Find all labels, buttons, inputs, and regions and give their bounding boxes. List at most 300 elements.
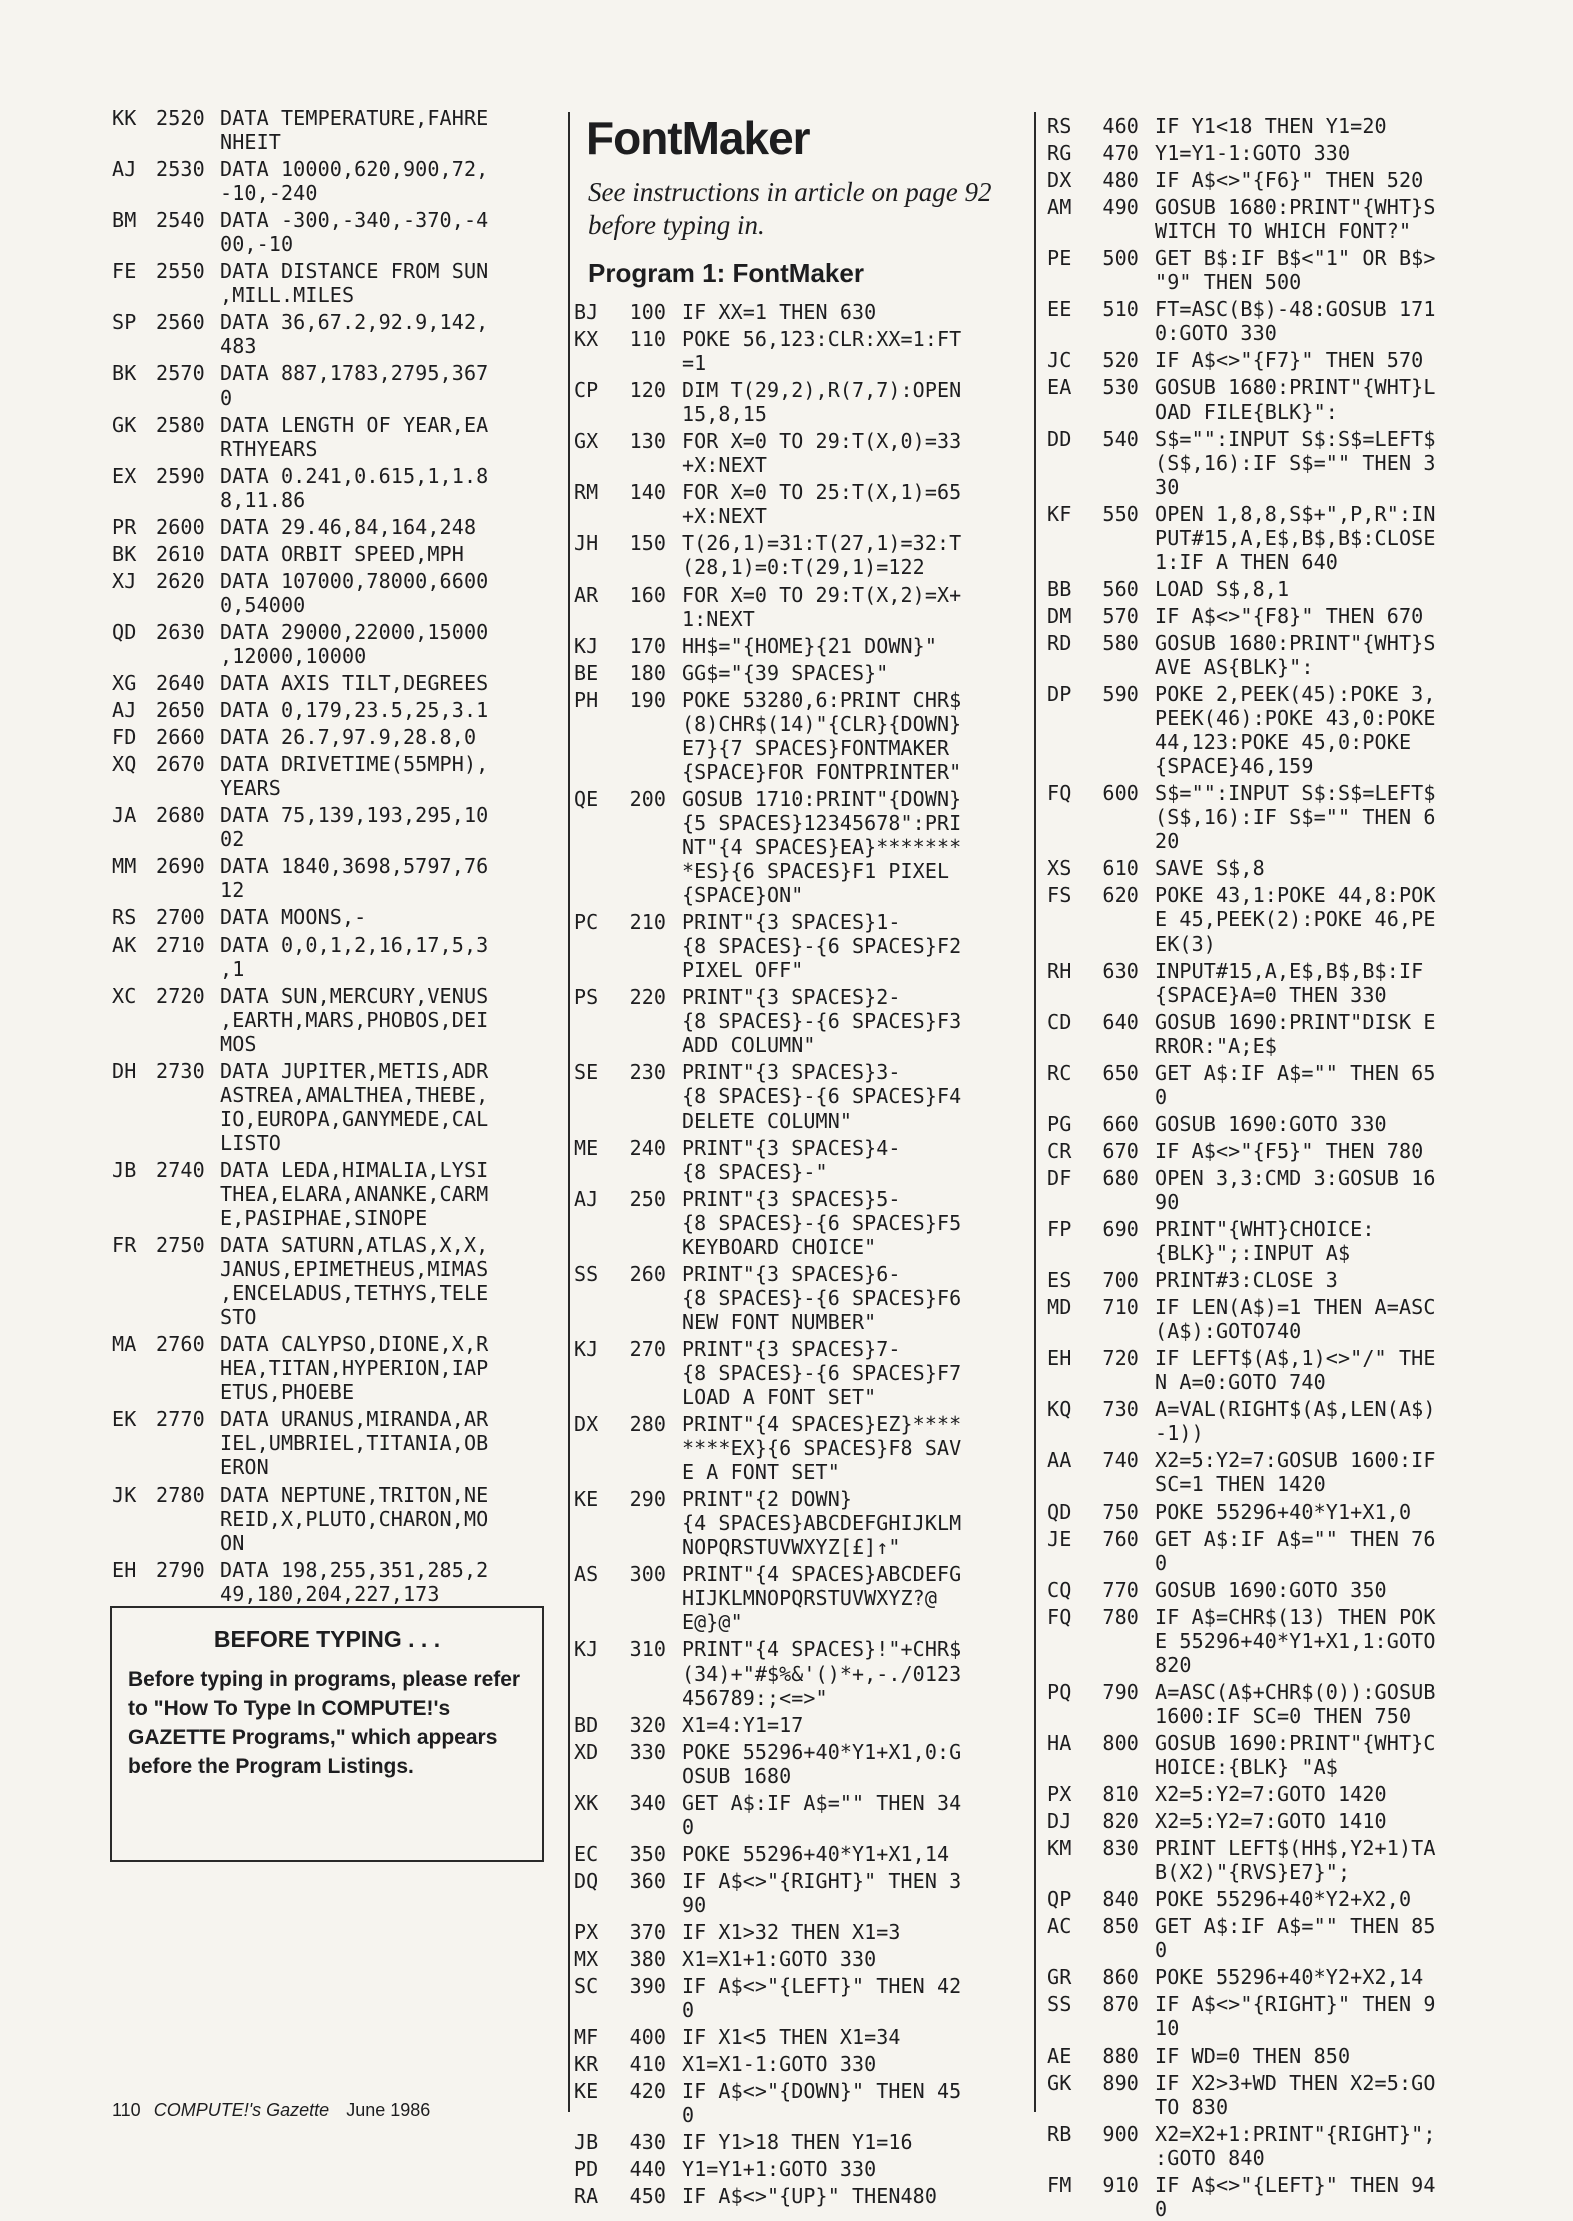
listing-line — [1047, 1527, 1477, 1551]
listing-line-continuation — [112, 1206, 552, 1230]
code-text: IF A$<>"{LEFT}" THEN 94 — [1155, 2172, 1436, 2197]
line-number: 450 — [629, 2184, 666, 2209]
listing-line — [1047, 1992, 1477, 2016]
checksum: PD — [574, 2157, 599, 2182]
listing-line-continuation — [1047, 1421, 1477, 1445]
line-number: 2760 — [156, 1332, 205, 1357]
code-text: DATA DISTANCE FROM SUN — [220, 259, 489, 284]
line-number: 690 — [1102, 1217, 1139, 1242]
code-text: 90 — [682, 1892, 707, 1917]
line-number: 910 — [1102, 2172, 1139, 2197]
listing-line-continuation — [112, 437, 552, 461]
article-subtitle: See instructions in article on page 92 before typing in. — [588, 177, 992, 240]
checksum: FD — [112, 725, 137, 750]
checksum: XC — [112, 983, 137, 1008]
code-text: IF A$<>"{F5}" THEN 780 — [1155, 1138, 1424, 1163]
listing-line-continuation — [1047, 1241, 1477, 1265]
listing-line — [1047, 856, 1477, 880]
program-listing-left — [112, 106, 552, 1606]
code-text: N A=0:GOTO 740 — [1155, 1370, 1326, 1395]
line-number: 550 — [1102, 501, 1139, 526]
code-text: (A$):GOTO740 — [1155, 1319, 1302, 1344]
code-text: INPUT#15,A,E$,B$,B$:IF — [1155, 958, 1424, 983]
code-text: DATA 29000,22000,15000 — [220, 619, 489, 644]
checksum: DX — [574, 1412, 599, 1437]
issue-date: June 1986 — [346, 2100, 431, 2120]
line-number: 2560 — [156, 310, 205, 335]
code-text: DATA 1840,3698,5797,76 — [220, 854, 489, 879]
code-text: POKE 55296+40*Y2+X2,14 — [1155, 1965, 1424, 1990]
listing-line-continuation — [112, 334, 552, 358]
listing-line-continuation — [112, 181, 552, 205]
code-text: ,ENCELADUS,TETHYS,TELE — [220, 1281, 489, 1306]
checksum: SP — [112, 310, 137, 335]
code-text: THEA,ELARA,ANANKE,CARM — [220, 1181, 489, 1206]
code-text: DATA 36,67.2,92.9,142, — [220, 310, 489, 335]
line-number: 850 — [1102, 1914, 1139, 1939]
checksum: PQ — [1047, 1679, 1072, 1704]
code-text: X1=X1+1:GOTO 330 — [682, 1947, 877, 1972]
checksum: DD — [1047, 426, 1072, 451]
code-text: GOSUB 1690:PRINT"DISK E — [1155, 1009, 1436, 1034]
checksum: FP — [1047, 1217, 1072, 1242]
listing-line-continuation — [574, 1310, 1016, 1334]
line-number: 2730 — [156, 1058, 205, 1083]
code-text: (34)+"#$%&'()*+,-./0123 — [682, 1661, 962, 1686]
checksum: XG — [112, 671, 137, 696]
listing-line — [574, 1713, 1016, 1737]
checksum: BD — [574, 1712, 599, 1737]
code-text: HOICE:{BLK} "A$ — [1155, 1755, 1338, 1779]
code-text: 0 — [1155, 1550, 1168, 1575]
listing-line — [574, 2025, 1016, 2049]
checksum: ME — [574, 1135, 599, 1160]
listing-line — [574, 661, 1016, 685]
code-text: T(26,1)=31:T(27,1)=32:T — [682, 531, 962, 556]
listing-line — [112, 259, 552, 283]
listing-line-continuation — [574, 1084, 1016, 1108]
checksum: JB — [574, 2130, 599, 2155]
line-number: 650 — [1102, 1060, 1139, 1085]
checksum: AJ — [112, 698, 137, 723]
listing-line — [574, 2079, 1016, 2103]
listing-line — [112, 933, 552, 957]
code-text: 820 — [1155, 1652, 1192, 1677]
listing-line — [574, 1060, 1016, 1084]
code-text: EK(3) — [1155, 931, 1216, 956]
line-number: 400 — [629, 2025, 666, 2050]
code-text: FOR X=0 TO 29:T(X,0)=33 — [682, 429, 962, 454]
code-text: 0 — [220, 385, 233, 410]
checksum: DJ — [1047, 1809, 1072, 1834]
listing-line — [112, 725, 552, 749]
checksum: RC — [1047, 1060, 1072, 1085]
listing-line-continuation — [1047, 932, 1477, 956]
line-number: 190 — [629, 687, 666, 712]
listing-line — [1047, 1217, 1477, 1241]
listing-line-continuation — [1047, 1653, 1477, 1677]
listing-line-continuation — [574, 1009, 1016, 1033]
listing-line — [1047, 1346, 1477, 1370]
code-text: {8 SPACES}-{6 SPACES}F5 — [682, 1210, 962, 1235]
code-text: 02 — [220, 827, 245, 852]
code-text: 1600:IF SC=0 THEN 750 — [1155, 1703, 1412, 1728]
code-text: HIJKLMNOPQRSTUVWXYZ?@ — [682, 1586, 937, 1611]
code-text: PRINT"{3 SPACES}6- — [682, 1261, 901, 1286]
code-text: 44,123:POKE 45,0:POKE — [1155, 730, 1412, 755]
line-number: 2660 — [156, 725, 205, 750]
listing-line-continuation — [1047, 1319, 1477, 1343]
code-text: S$="":INPUT S$:S$=LEFT$ — [1155, 781, 1436, 806]
listing-line-continuation — [112, 232, 552, 256]
checksum: CP — [574, 378, 599, 403]
line-number: 540 — [1102, 426, 1139, 451]
listing-line — [574, 2052, 1016, 2076]
listing-line — [112, 1483, 552, 1507]
listing-line-continuation — [1047, 754, 1477, 778]
code-text: DATA 198,255,351,285,2 — [220, 1557, 489, 1582]
line-number: 860 — [1102, 1965, 1139, 1990]
listing-line — [112, 698, 552, 722]
code-text: DATA NEPTUNE,TRITON,NE — [220, 1482, 489, 1507]
code-text: POKE 55296+40*Y1+X1,0 — [1155, 1499, 1412, 1524]
listing-line-continuation — [112, 1257, 552, 1281]
line-number: 900 — [1102, 2121, 1139, 2146]
checksum: JK — [112, 1482, 137, 1507]
checksum: DM — [1047, 603, 1072, 628]
checksum: EH — [1047, 1346, 1072, 1371]
checksum: RA — [574, 2184, 599, 2209]
checksum: XQ — [112, 752, 137, 777]
listing-line — [574, 378, 1016, 402]
checksum: CR — [1047, 1138, 1072, 1163]
listing-line-continuation — [112, 386, 552, 410]
listing-line — [574, 1920, 1016, 1944]
code-text: LISTO — [220, 1130, 281, 1155]
line-number: 890 — [1102, 2070, 1139, 2095]
code-text: -10,-240 — [220, 181, 318, 206]
listing-line-continuation — [112, 1182, 552, 1206]
listing-line-continuation — [112, 1008, 552, 1032]
code-text: YEARS — [220, 776, 281, 801]
code-text: KEYBOARD CHOICE" — [682, 1234, 877, 1259]
listing-line-continuation — [1047, 219, 1477, 243]
listing-line — [1047, 1295, 1477, 1319]
listing-line — [574, 429, 1016, 453]
listing-line-continuation — [1047, 805, 1477, 829]
code-text: DATA LEDA,HIMALIA,LYSI — [220, 1157, 489, 1182]
listing-line — [112, 361, 552, 385]
listing-line-continuation — [574, 736, 1016, 760]
code-text: ADD COLUMN" — [682, 1033, 816, 1058]
listing-line-continuation — [574, 1211, 1016, 1235]
code-text: DATA DRIVETIME(55MPH), — [220, 752, 489, 777]
checksum: KF — [1047, 501, 1072, 526]
line-number: 260 — [629, 1261, 666, 1286]
checksum: KR — [574, 2052, 599, 2077]
checksum: EA — [1047, 375, 1072, 400]
code-text: B(X2)"{RVS}E7}"; — [1155, 1860, 1351, 1885]
listing-line — [1047, 1914, 1477, 1938]
code-text: 456789:;<=>" — [682, 1685, 828, 1710]
checksum: JE — [1047, 1526, 1072, 1551]
listing-line — [112, 310, 552, 334]
code-text: X1=4:Y1=17 — [682, 1712, 804, 1737]
code-text: IF A$<>"{LEFT}" THEN 42 — [682, 1974, 962, 1999]
listing-line-continuation — [112, 957, 552, 981]
listing-line-continuation — [1047, 2146, 1477, 2170]
code-text: DATA 0.241,0.615,1,1.8 — [220, 463, 489, 488]
code-text: MOS — [220, 1031, 257, 1056]
code-text: FT=ASC(B$)-48:GOSUB 171 — [1155, 297, 1436, 322]
code-text: IF A$<>"{DOWN}" THEN 45 — [682, 2079, 962, 2104]
code-text: PIXEL OFF" — [682, 958, 804, 983]
code-text: IF X1<5 THEN X1=34 — [682, 2025, 901, 2050]
code-text: (S$,16):IF S$="" THEN 6 — [1155, 805, 1436, 830]
checksum: BM — [112, 208, 137, 233]
code-text: GOSUB 1710:PRINT"{DOWN} — [682, 786, 962, 811]
listing-line — [112, 620, 552, 644]
code-text: PRINT"{2 DOWN} — [682, 1487, 852, 1512]
listing-line — [1047, 1887, 1477, 1911]
code-text: OAD FILE{BLK}": — [1155, 399, 1338, 424]
code-text: NOPQRSTUVWXYZ[£]↑" — [682, 1535, 901, 1560]
listing-line-continuation — [574, 883, 1016, 907]
line-number: 2720 — [156, 983, 205, 1008]
listing-line-continuation — [1047, 550, 1477, 574]
checksum: PE — [1047, 246, 1072, 271]
line-number: 180 — [629, 660, 666, 685]
checksum: AK — [112, 932, 137, 957]
code-text: REID,X,PLUTO,CHARON,MO — [220, 1506, 489, 1531]
listing-line — [1047, 1166, 1477, 1190]
listing-line-continuation — [1047, 321, 1477, 345]
listing-line — [1047, 1112, 1477, 1136]
listing-line — [574, 1562, 1016, 1586]
code-text: 20 — [1155, 829, 1180, 854]
listing-line-continuation — [1047, 2016, 1477, 2040]
article-title: FontMaker — [586, 112, 810, 164]
listing-line — [112, 542, 552, 566]
listing-line-continuation — [112, 593, 552, 617]
code-text: IF Y1<18 THEN Y1=20 — [1155, 114, 1387, 138]
code-text: POKE 56,123:CLR:XX=1:FT — [682, 327, 962, 352]
line-number: 310 — [629, 1637, 666, 1662]
checksum: AC — [1047, 1914, 1072, 1939]
code-text: IO,EUROPA,GANYMEDE,CAL — [220, 1106, 489, 1131]
code-text: 0,54000 — [220, 592, 306, 617]
code-text: 0 — [682, 1998, 695, 2023]
listing-line-continuation — [1047, 1704, 1477, 1728]
code-text: DIM T(29,2),R(7,7):OPEN — [682, 378, 962, 403]
checksum: MD — [1047, 1295, 1072, 1320]
code-text: E@}@" — [682, 1610, 743, 1635]
code-text: 12 — [220, 878, 245, 903]
column-divider-right — [1034, 112, 1036, 2112]
code-text: IF A$<>"{RIGHT}" THEN 3 — [682, 1868, 962, 1893]
line-number: 100 — [629, 300, 666, 324]
checksum: JC — [1047, 348, 1072, 373]
listing-line — [1047, 168, 1477, 192]
checksum: KE — [574, 1487, 599, 1512]
line-number: 820 — [1102, 1809, 1139, 1834]
checksum: XJ — [112, 568, 137, 593]
checksum: PX — [1047, 1782, 1072, 1807]
listing-line — [574, 1842, 1016, 1866]
code-text: IEL,UMBRIEL,TITANIA,OB — [220, 1431, 489, 1456]
line-number: 350 — [629, 1841, 666, 1866]
line-number: 520 — [1102, 348, 1139, 373]
listing-line-continuation — [574, 1815, 1016, 1839]
checksum: MF — [574, 2025, 599, 2050]
checksum: PX — [574, 1920, 599, 1944]
code-text: E7}{7 SPACES}FONTMAKER — [682, 735, 950, 760]
checksum: AJ — [574, 1186, 599, 1211]
listing-line — [574, 327, 1016, 351]
code-text: DATA CALYPSO,DIONE,X,R — [220, 1332, 489, 1357]
listing-line — [574, 1187, 1016, 1211]
code-text: 8,11.86 — [220, 487, 306, 512]
listing-line-continuation — [574, 1662, 1016, 1686]
line-number: 870 — [1102, 1992, 1139, 2017]
listing-line-continuation — [1047, 706, 1477, 730]
listing-line — [574, 787, 1016, 811]
line-number: 2620 — [156, 568, 205, 593]
code-text: DATA JUPITER,METIS,ADR — [220, 1058, 489, 1083]
checksum: GX — [574, 429, 599, 454]
checksum: AM — [1047, 195, 1072, 220]
line-number: 610 — [1102, 856, 1139, 881]
code-text: +X:NEXT — [682, 453, 767, 478]
code-text: TO 830 — [1155, 2094, 1229, 2119]
code-text: PRINT"{4 SPACES}!"+CHR$ — [682, 1637, 962, 1662]
listing-line-continuation — [574, 1385, 1016, 1409]
line-number: 210 — [629, 910, 666, 935]
before-typing-title: BEFORE TYPING . . . — [213, 1626, 441, 1652]
line-number: 760 — [1102, 1526, 1139, 1551]
line-number: 220 — [629, 985, 666, 1010]
listing-line — [1047, 348, 1477, 372]
code-text: {4 SPACES}ABCDEFGHIJKLM — [682, 1511, 962, 1536]
checksum: SC — [574, 1974, 599, 1999]
listing-line — [574, 910, 1016, 934]
code-text: 1:NEXT — [682, 606, 755, 631]
listing-line — [112, 208, 552, 232]
code-text: DATA 26.7,97.9,28.8,0 — [220, 725, 477, 750]
code-text: DATA 75,139,193,295,10 — [220, 803, 489, 828]
listing-line — [112, 905, 552, 929]
listing-line — [574, 480, 1016, 504]
listing-line-continuation — [574, 2103, 1016, 2127]
checksum: MA — [112, 1332, 137, 1357]
line-number: 430 — [629, 2130, 666, 2155]
listing-line-continuation — [574, 453, 1016, 477]
listing-line — [1047, 1782, 1477, 1806]
code-text: {8 SPACES}-" — [682, 1159, 828, 1184]
code-text: DATA TEMPERATURE,FAHRE — [220, 106, 489, 130]
listing-line-continuation — [112, 1431, 552, 1455]
listing-line-continuation — [1047, 1085, 1477, 1109]
checksum: EK — [112, 1407, 137, 1432]
listing-line — [112, 464, 552, 488]
listing-line — [1047, 604, 1477, 628]
code-text: OSUB 1680 — [682, 1763, 792, 1788]
code-text: STO — [220, 1305, 257, 1330]
code-text: (8)CHR$(14)"{CLR}{DOWN} — [682, 711, 962, 736]
listing-line — [112, 106, 552, 130]
checksum: EX — [112, 463, 137, 488]
checksum: BK — [112, 361, 137, 386]
code-text: GET B$:IF B$<"1" OR B$> — [1155, 246, 1436, 271]
line-number: 770 — [1102, 1577, 1139, 1602]
line-number: 390 — [629, 1974, 666, 1999]
line-number: 420 — [629, 2079, 666, 2104]
line-number: 140 — [629, 480, 666, 505]
listing-line-continuation — [574, 811, 1016, 835]
line-number: 2780 — [156, 1482, 205, 1507]
checksum: SS — [574, 1261, 599, 1286]
code-text: GOSUB 1690:GOTO 350 — [1155, 1577, 1387, 1602]
listing-line — [1047, 1448, 1477, 1472]
line-number: 340 — [629, 1790, 666, 1815]
listing-line — [574, 1136, 1016, 1160]
listing-line-continuation — [1047, 1551, 1477, 1575]
page-footer — [112, 2100, 430, 2121]
code-text: 0 — [682, 2103, 695, 2128]
checksum: ES — [1047, 1268, 1072, 1293]
code-text: 0 — [1155, 1084, 1168, 1109]
code-text: LOAD A FONT SET" — [682, 1385, 877, 1410]
code-text: DATA 0,179,23.5,25,3.1 — [220, 698, 489, 723]
code-text: 00,-10 — [220, 232, 294, 257]
listing-line — [1047, 682, 1477, 706]
listing-line — [1047, 1061, 1477, 1085]
line-number: 130 — [629, 429, 666, 454]
code-text: 15,8,15 — [682, 402, 767, 427]
listing-line-continuation — [112, 1356, 552, 1380]
line-number: 510 — [1102, 297, 1139, 322]
before-typing-box — [110, 1606, 544, 1862]
code-text: DATA SUN,MERCURY,VENUS — [220, 983, 489, 1008]
listing-line — [1047, 2071, 1477, 2095]
code-text: {8 SPACES}-{6 SPACES}F2 — [682, 934, 962, 959]
middle-column — [574, 108, 1016, 2209]
code-text: IF LEN(A$)=1 THEN A=ASC — [1155, 1295, 1436, 1320]
line-number: 330 — [629, 1739, 666, 1764]
code-text: (S$,16):IF S$="" THEN 3 — [1155, 450, 1436, 475]
listing-line-continuation — [574, 1361, 1016, 1385]
listing-line-continuation — [574, 1610, 1016, 1634]
line-number: 630 — [1102, 958, 1139, 983]
code-text: NT"{4 SPACES}EA}******* — [682, 834, 962, 859]
code-text: {SPACE}ON" — [682, 883, 804, 908]
listing-line-continuation — [112, 1531, 552, 1555]
line-number: 2530 — [156, 157, 205, 182]
line-number: 730 — [1102, 1397, 1139, 1422]
line-number: 460 — [1102, 114, 1139, 138]
code-text: PRINT"{4 SPACES}EZ}**** — [682, 1412, 962, 1437]
listing-line — [112, 1158, 552, 1182]
checksum: BB — [1047, 576, 1072, 601]
listing-line-continuation — [112, 1032, 552, 1056]
listing-line-continuation — [574, 1460, 1016, 1484]
line-number: 240 — [629, 1135, 666, 1160]
code-text: ON — [220, 1530, 245, 1555]
code-text: RTHYEARS — [220, 436, 318, 461]
code-text: 0 — [682, 1814, 695, 1839]
code-text: PRINT"{3 SPACES}1- — [682, 910, 901, 935]
listing-line — [574, 300, 1016, 324]
